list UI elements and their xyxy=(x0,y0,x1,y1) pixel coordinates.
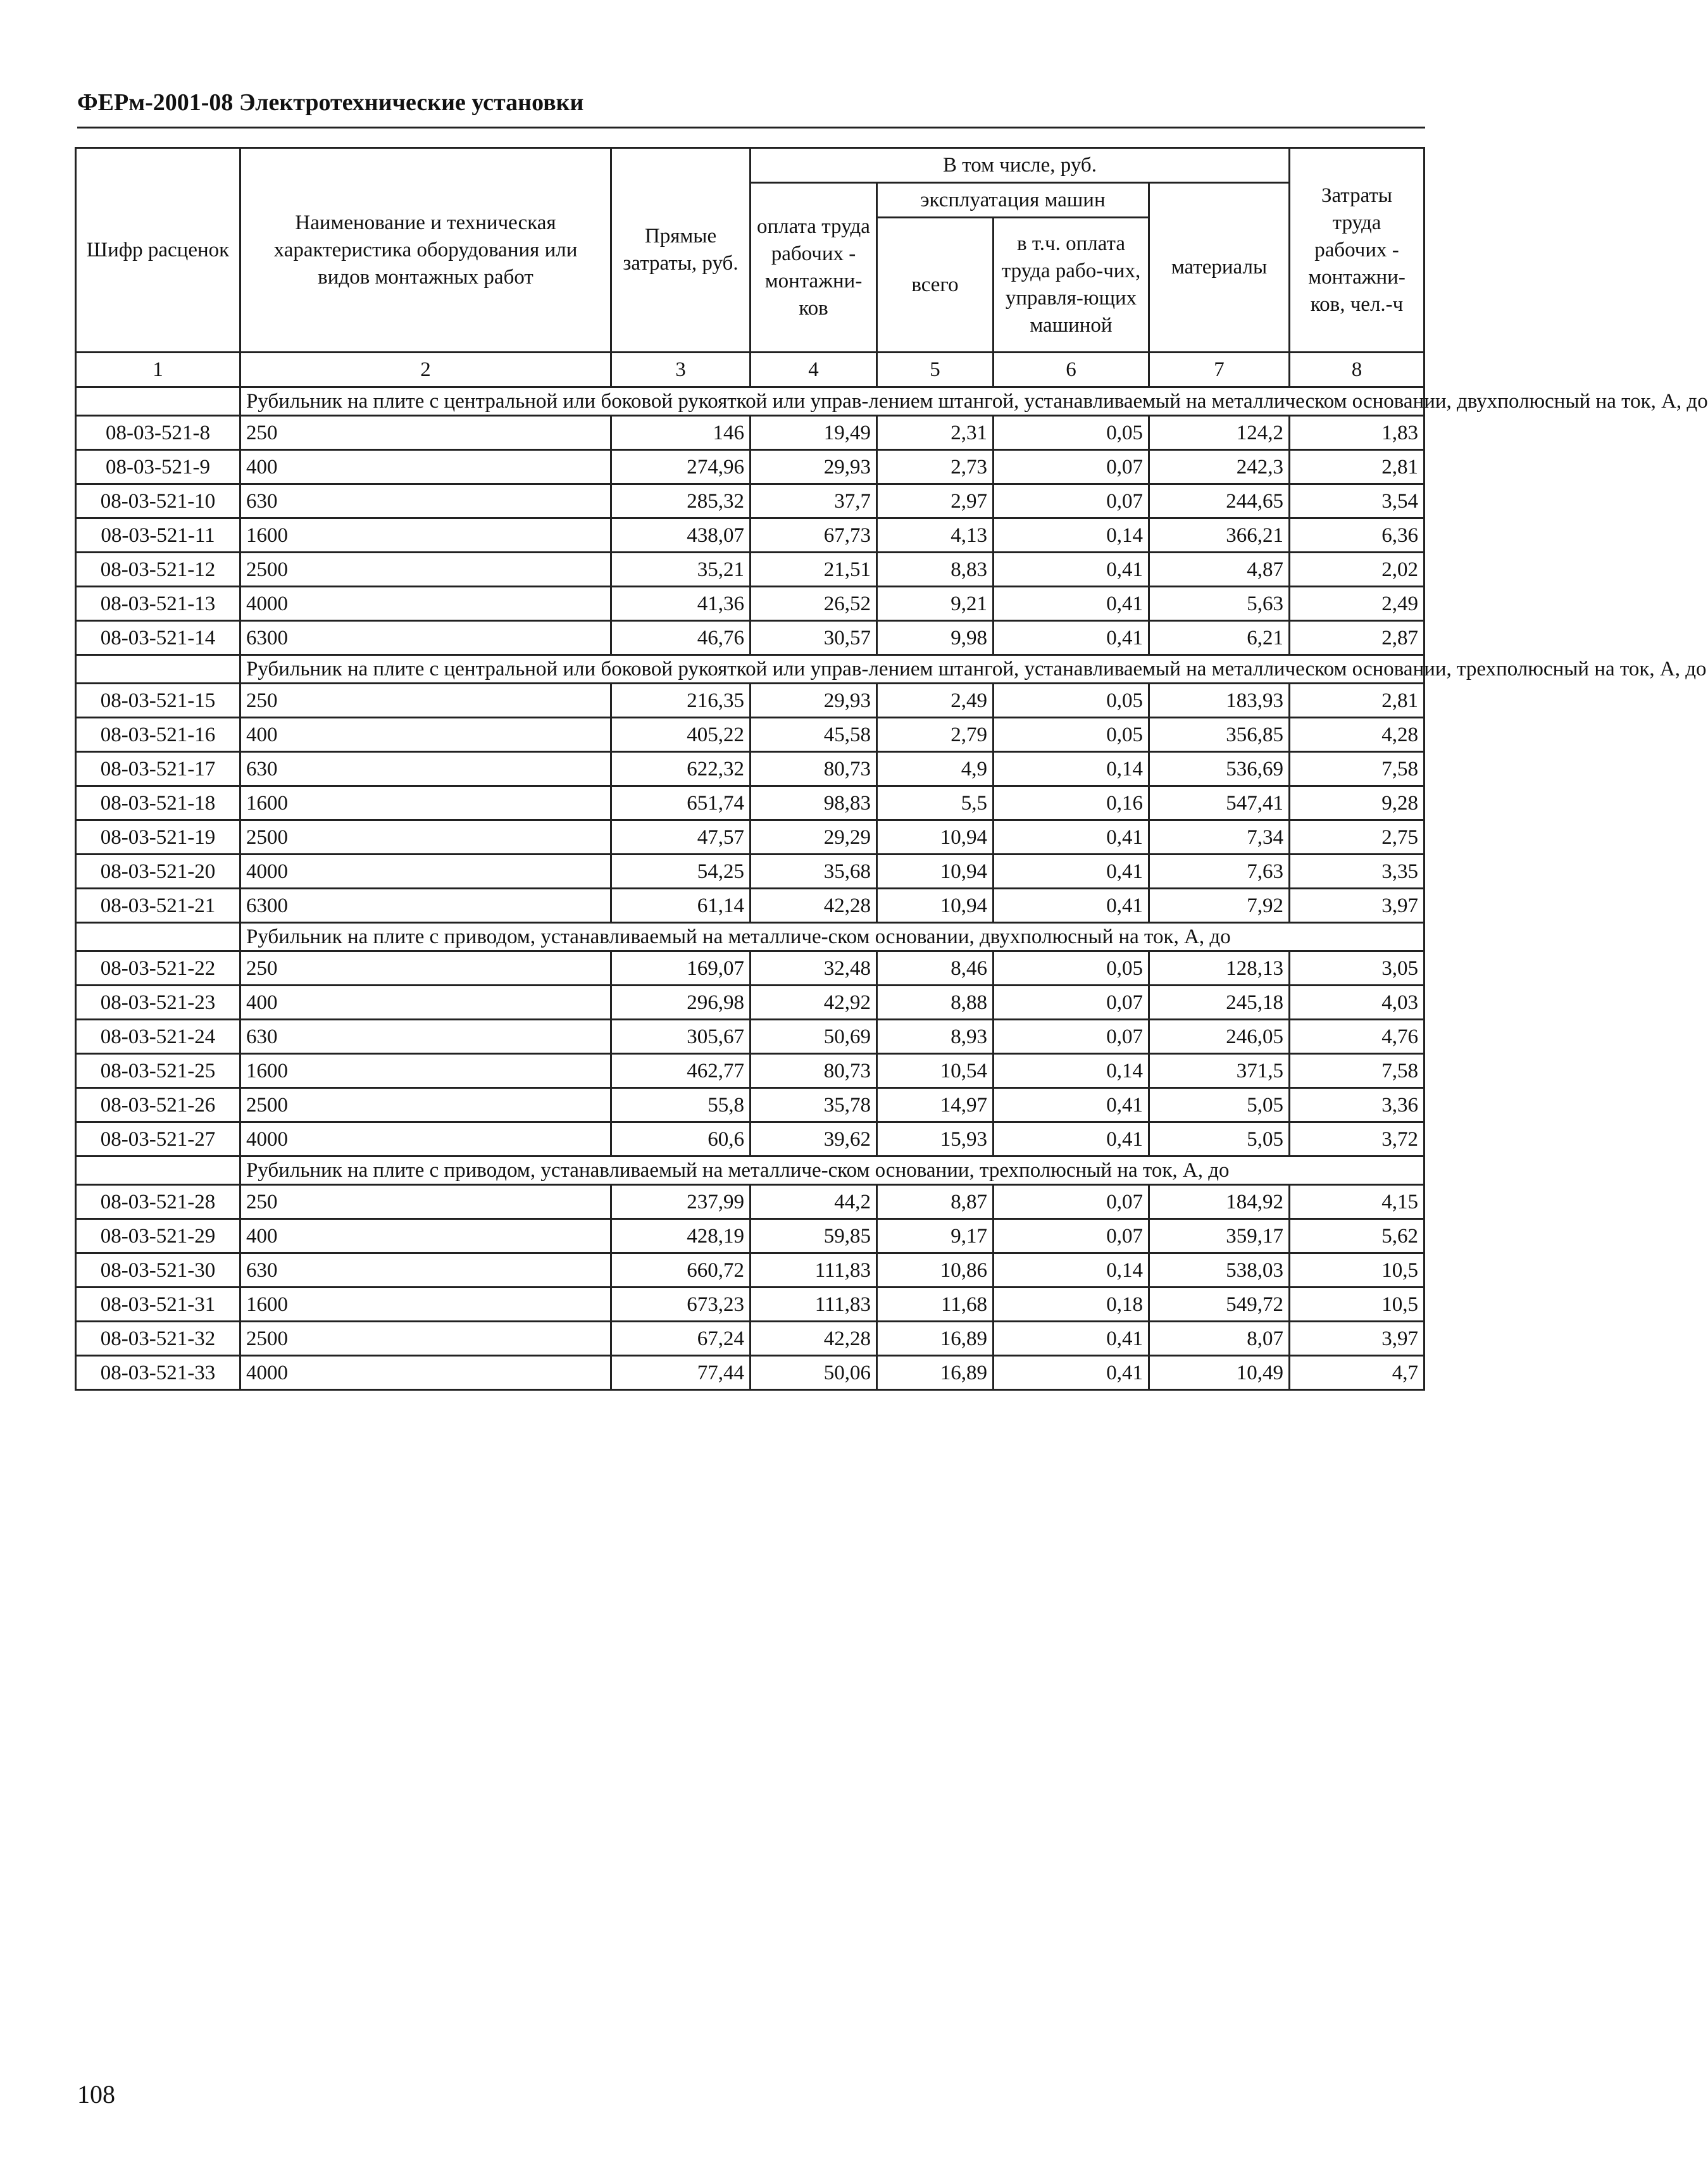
direct-costs-cell: 46,76 xyxy=(611,621,751,655)
materials-cell: 538,03 xyxy=(1149,1253,1290,1288)
direct-costs-cell: 77,44 xyxy=(611,1356,751,1390)
machines-total-cell: 10,94 xyxy=(877,889,994,923)
header-labor-hours: Затраты труда рабочих - монтажни-ков, чел.-ч xyxy=(1290,148,1424,353)
materials-cell: 7,92 xyxy=(1149,889,1290,923)
direct-costs-cell: 35,21 xyxy=(611,553,751,587)
machines-total-cell: 8,87 xyxy=(877,1185,994,1219)
rate-code-cell: 08-03-521-20 xyxy=(76,855,240,889)
materials-cell: 366,21 xyxy=(1149,518,1290,553)
rated-current-cell: 250 xyxy=(240,951,611,986)
materials-cell: 242,3 xyxy=(1149,450,1290,484)
machines-labor-pay-cell: 0,07 xyxy=(994,450,1149,484)
column-number: 6 xyxy=(994,353,1149,387)
rate-code-cell: 08-03-521-33 xyxy=(76,1356,240,1390)
rate-code-cell: 08-03-521-19 xyxy=(76,820,240,855)
labor-pay-cell: 32,48 xyxy=(751,951,877,986)
machines-labor-pay-cell: 0,14 xyxy=(994,518,1149,553)
materials-cell: 7,34 xyxy=(1149,820,1290,855)
machines-total-cell: 8,83 xyxy=(877,553,994,587)
group-title: Рубильник на плите с центральной или боковой рукояткой или управ-лением штангой, устанавливаемый на металлическом основании, трехполюсный на ток, А, до xyxy=(240,655,611,684)
column-number-row xyxy=(76,353,1424,387)
direct-costs-cell: 651,74 xyxy=(611,786,751,820)
direct-costs-cell: 405,22 xyxy=(611,718,751,752)
machines-total-cell: 9,17 xyxy=(877,1219,994,1253)
machines-total-cell: 2,97 xyxy=(877,484,994,518)
rate-code-cell: 08-03-521-23 xyxy=(76,986,240,1020)
group-row xyxy=(76,1156,1424,1185)
labor-pay-cell: 37,7 xyxy=(751,484,877,518)
labor-hours-cell: 2,81 xyxy=(1290,450,1424,484)
machines-labor-pay-cell: 0,07 xyxy=(994,484,1149,518)
machines-total-cell: 10,94 xyxy=(877,820,994,855)
table-row xyxy=(76,450,1424,484)
labor-hours-cell: 2,87 xyxy=(1290,621,1424,655)
group-row xyxy=(76,923,1424,951)
labor-hours-cell: 2,75 xyxy=(1290,820,1424,855)
labor-hours-cell: 4,03 xyxy=(1290,986,1424,1020)
header-direct-costs: Прямые затраты, руб. xyxy=(611,148,751,353)
table-row xyxy=(76,684,1424,718)
rate-code-cell: 08-03-521-12 xyxy=(76,553,240,587)
rated-current-cell: 630 xyxy=(240,1253,611,1288)
machines-labor-pay-cell: 0,05 xyxy=(994,684,1149,718)
rated-current-cell: 1600 xyxy=(240,518,611,553)
group-title: Рубильник на плите с приводом, устанавливаемый на металличе-ском основании, двухполюсный на ток, А, до xyxy=(240,923,611,951)
materials-cell: 128,13 xyxy=(1149,951,1290,986)
rate-code-cell: 08-03-521-29 xyxy=(76,1219,240,1253)
rate-code-cell: 08-03-521-27 xyxy=(76,1122,240,1156)
machines-total-cell: 5,5 xyxy=(877,786,994,820)
labor-pay-cell: 42,28 xyxy=(751,1322,877,1356)
group-row xyxy=(76,387,1424,416)
materials-cell: 4,87 xyxy=(1149,553,1290,587)
table-row xyxy=(76,1185,1424,1219)
machines-labor-pay-cell: 0,07 xyxy=(994,1185,1149,1219)
labor-pay-cell: 44,2 xyxy=(751,1185,877,1219)
materials-cell: 536,69 xyxy=(1149,752,1290,786)
table-row xyxy=(76,786,1424,820)
machines-labor-pay-cell: 0,07 xyxy=(994,986,1149,1020)
machines-total-cell: 10,54 xyxy=(877,1054,994,1088)
table-row xyxy=(76,1288,1424,1322)
table-row xyxy=(76,889,1424,923)
direct-costs-cell: 146 xyxy=(611,416,751,450)
direct-costs-cell: 237,99 xyxy=(611,1185,751,1219)
labor-pay-cell: 67,73 xyxy=(751,518,877,553)
machines-total-cell: 2,79 xyxy=(877,718,994,752)
labor-pay-cell: 45,58 xyxy=(751,718,877,752)
rated-current-cell: 2500 xyxy=(240,1322,611,1356)
header-including: В том числе, руб. xyxy=(751,148,1290,183)
labor-hours-cell: 3,54 xyxy=(1290,484,1424,518)
labor-hours-cell: 3,36 xyxy=(1290,1088,1424,1122)
rated-current-cell: 630 xyxy=(240,484,611,518)
labor-hours-cell: 9,28 xyxy=(1290,786,1424,820)
table-row xyxy=(76,416,1424,450)
labor-hours-cell: 3,97 xyxy=(1290,889,1424,923)
header-machines: эксплуатация машин xyxy=(877,183,1149,218)
direct-costs-cell: 274,96 xyxy=(611,450,751,484)
rated-current-cell: 250 xyxy=(240,416,611,450)
labor-hours-cell: 4,7 xyxy=(1290,1356,1424,1390)
labor-hours-cell: 10,5 xyxy=(1290,1288,1424,1322)
labor-pay-cell: 35,68 xyxy=(751,855,877,889)
table-row xyxy=(76,951,1424,986)
table-row xyxy=(76,1356,1424,1390)
labor-hours-cell: 4,76 xyxy=(1290,1020,1424,1054)
machines-labor-pay-cell: 0,07 xyxy=(994,1020,1149,1054)
materials-cell: 356,85 xyxy=(1149,718,1290,752)
labor-hours-cell: 1,83 xyxy=(1290,416,1424,450)
table-row xyxy=(76,718,1424,752)
labor-hours-cell: 4,15 xyxy=(1290,1185,1424,1219)
machines-labor-pay-cell: 0,41 xyxy=(994,820,1149,855)
rated-current-cell: 4000 xyxy=(240,1122,611,1156)
table-row xyxy=(76,1219,1424,1253)
page-number: 108 xyxy=(77,2080,115,2108)
machines-total-cell: 2,49 xyxy=(877,684,994,718)
labor-hours-cell: 10,5 xyxy=(1290,1253,1424,1288)
rate-code-cell: 08-03-521-32 xyxy=(76,1322,240,1356)
labor-pay-cell: 19,49 xyxy=(751,416,877,450)
labor-pay-cell: 42,92 xyxy=(751,986,877,1020)
rated-current-cell: 400 xyxy=(240,450,611,484)
direct-costs-cell: 41,36 xyxy=(611,587,751,621)
direct-costs-cell: 305,67 xyxy=(611,1020,751,1054)
header-labor-pay: оплата труда рабочих - монтажни-ков xyxy=(751,183,877,353)
machines-labor-pay-cell: 0,41 xyxy=(994,587,1149,621)
labor-hours-cell: 5,62 xyxy=(1290,1219,1424,1253)
machines-total-cell: 10,94 xyxy=(877,855,994,889)
materials-cell: 359,17 xyxy=(1149,1219,1290,1253)
price-table xyxy=(75,147,1708,1391)
rated-current-cell: 400 xyxy=(240,986,611,1020)
header-machines-labor: в т.ч. оплата труда рабо-чих, управля-ющих машиной xyxy=(994,218,1149,353)
rate-code-cell: 08-03-521-28 xyxy=(76,1185,240,1219)
rate-code-cell: 08-03-521-22 xyxy=(76,951,240,986)
machines-labor-pay-cell: 0,41 xyxy=(994,889,1149,923)
machines-total-cell: 8,88 xyxy=(877,986,994,1020)
table-row xyxy=(76,587,1424,621)
column-number: 2 xyxy=(240,353,611,387)
table-row xyxy=(76,621,1424,655)
machines-total-cell: 15,93 xyxy=(877,1122,994,1156)
rated-current-cell: 630 xyxy=(240,1020,611,1054)
machines-total-cell: 4,9 xyxy=(877,752,994,786)
rated-current-cell: 1600 xyxy=(240,1054,611,1088)
labor-pay-cell: 111,83 xyxy=(751,1253,877,1288)
group-row xyxy=(76,655,1424,684)
rate-code-cell: 08-03-521-8 xyxy=(76,416,240,450)
machines-labor-pay-cell: 0,14 xyxy=(994,752,1149,786)
materials-cell: 244,65 xyxy=(1149,484,1290,518)
rated-current-cell: 1600 xyxy=(240,786,611,820)
header-name: Наименование и техническая характеристика оборудования или видов монтажных работ xyxy=(240,148,611,353)
machines-labor-pay-cell: 0,41 xyxy=(994,1322,1149,1356)
materials-cell: 245,18 xyxy=(1149,986,1290,1020)
direct-costs-cell: 60,6 xyxy=(611,1122,751,1156)
machines-total-cell: 10,86 xyxy=(877,1253,994,1288)
direct-costs-cell: 622,32 xyxy=(611,752,751,786)
column-number: 8 xyxy=(1290,353,1424,387)
materials-cell: 5,05 xyxy=(1149,1088,1290,1122)
machines-labor-pay-cell: 0,07 xyxy=(994,1219,1149,1253)
materials-cell: 549,72 xyxy=(1149,1288,1290,1322)
rated-current-cell: 2500 xyxy=(240,1088,611,1122)
rate-code-cell: 08-03-521-14 xyxy=(76,621,240,655)
rated-current-cell: 4000 xyxy=(240,587,611,621)
labor-pay-cell: 29,93 xyxy=(751,684,877,718)
rated-current-cell: 2500 xyxy=(240,820,611,855)
rate-code-cell: 08-03-521-10 xyxy=(76,484,240,518)
machines-labor-pay-cell: 0,41 xyxy=(994,553,1149,587)
machines-total-cell: 14,97 xyxy=(877,1088,994,1122)
rate-code-cell: 08-03-521-11 xyxy=(76,518,240,553)
machines-labor-pay-cell: 0,18 xyxy=(994,1288,1149,1322)
machines-labor-pay-cell: 0,05 xyxy=(994,416,1149,450)
materials-cell: 124,2 xyxy=(1149,416,1290,450)
machines-total-cell: 9,98 xyxy=(877,621,994,655)
table-body xyxy=(76,387,1708,1390)
direct-costs-cell: 67,24 xyxy=(611,1322,751,1356)
direct-costs-cell: 61,14 xyxy=(611,889,751,923)
labor-hours-cell: 3,05 xyxy=(1290,951,1424,986)
machines-labor-pay-cell: 0,41 xyxy=(994,1122,1149,1156)
labor-hours-cell: 7,58 xyxy=(1290,752,1424,786)
rated-current-cell: 400 xyxy=(240,1219,611,1253)
page-title: ФЕРм-2001-08 Электротехнические установки xyxy=(77,89,584,116)
labor-pay-cell: 21,51 xyxy=(751,553,877,587)
materials-cell: 371,5 xyxy=(1149,1054,1290,1088)
labor-pay-cell: 59,85 xyxy=(751,1219,877,1253)
column-number: 4 xyxy=(751,353,877,387)
rated-current-cell: 6300 xyxy=(240,621,611,655)
rate-code-cell: 08-03-521-18 xyxy=(76,786,240,820)
labor-hours-cell: 7,58 xyxy=(1290,1054,1424,1088)
labor-pay-cell: 50,69 xyxy=(751,1020,877,1054)
rated-current-cell: 630 xyxy=(240,752,611,786)
table-row xyxy=(76,518,1424,553)
machines-labor-pay-cell: 0,41 xyxy=(994,621,1149,655)
materials-cell: 10,49 xyxy=(1149,1356,1290,1390)
machines-total-cell: 16,89 xyxy=(877,1356,994,1390)
rated-current-cell: 250 xyxy=(240,684,611,718)
direct-costs-cell: 47,57 xyxy=(611,820,751,855)
group-code-cell xyxy=(76,655,240,684)
table-row xyxy=(76,553,1424,587)
machines-total-cell: 9,21 xyxy=(877,587,994,621)
table-row xyxy=(76,1322,1424,1356)
labor-hours-cell: 4,28 xyxy=(1290,718,1424,752)
labor-hours-cell: 6,36 xyxy=(1290,518,1424,553)
materials-cell: 7,63 xyxy=(1149,855,1290,889)
materials-cell: 8,07 xyxy=(1149,1322,1290,1356)
header-machines-total: всего xyxy=(877,218,994,353)
materials-cell: 6,21 xyxy=(1149,621,1290,655)
table-row xyxy=(76,1088,1424,1122)
labor-pay-cell: 98,83 xyxy=(751,786,877,820)
group-code-cell xyxy=(76,387,240,416)
rate-code-cell: 08-03-521-25 xyxy=(76,1054,240,1088)
labor-pay-cell: 35,78 xyxy=(751,1088,877,1122)
header-code: Шифр расценок xyxy=(76,148,240,353)
direct-costs-cell: 55,8 xyxy=(611,1088,751,1122)
labor-hours-cell: 3,35 xyxy=(1290,855,1424,889)
direct-costs-cell: 285,32 xyxy=(611,484,751,518)
direct-costs-cell: 673,23 xyxy=(611,1288,751,1322)
machines-labor-pay-cell: 0,05 xyxy=(994,718,1149,752)
labor-pay-cell: 50,06 xyxy=(751,1356,877,1390)
rate-code-cell: 08-03-521-26 xyxy=(76,1088,240,1122)
machines-total-cell: 4,13 xyxy=(877,518,994,553)
table-row xyxy=(76,855,1424,889)
rated-current-cell: 250 xyxy=(240,1185,611,1219)
rated-current-cell: 6300 xyxy=(240,889,611,923)
table-row xyxy=(76,752,1424,786)
machines-total-cell: 8,46 xyxy=(877,951,994,986)
direct-costs-cell: 428,19 xyxy=(611,1219,751,1253)
materials-cell: 246,05 xyxy=(1149,1020,1290,1054)
table-row xyxy=(76,820,1424,855)
labor-hours-cell: 2,81 xyxy=(1290,684,1424,718)
machines-labor-pay-cell: 0,16 xyxy=(994,786,1149,820)
machines-labor-pay-cell: 0,41 xyxy=(994,1356,1149,1390)
materials-cell: 5,05 xyxy=(1149,1122,1290,1156)
rated-current-cell: 2500 xyxy=(240,553,611,587)
labor-pay-cell: 39,62 xyxy=(751,1122,877,1156)
column-number: 7 xyxy=(1149,353,1290,387)
machines-labor-pay-cell: 0,41 xyxy=(994,855,1149,889)
table-row xyxy=(76,1054,1424,1088)
direct-costs-cell: 462,77 xyxy=(611,1054,751,1088)
group-title: Рубильник на плите с центральной или боковой рукояткой или управ-лением штангой, устанавливаемый на металлическом основании, двухполюсный на ток, А, до xyxy=(240,387,611,416)
page-header xyxy=(77,89,1425,128)
rated-current-cell: 4000 xyxy=(240,1356,611,1390)
rate-code-cell: 08-03-521-15 xyxy=(76,684,240,718)
group-title: Рубильник на плите с приводом, устанавливаемый на металличе-ском основании, трехполюсный на ток, А, до xyxy=(240,1156,611,1185)
labor-pay-cell: 80,73 xyxy=(751,1054,877,1088)
table-row xyxy=(76,1253,1424,1288)
labor-hours-cell: 2,49 xyxy=(1290,587,1424,621)
rated-current-cell: 1600 xyxy=(240,1288,611,1322)
materials-cell: 5,63 xyxy=(1149,587,1290,621)
column-number: 3 xyxy=(611,353,751,387)
machines-total-cell: 16,89 xyxy=(877,1322,994,1356)
labor-pay-cell: 42,28 xyxy=(751,889,877,923)
machines-labor-pay-cell: 0,05 xyxy=(994,951,1149,986)
machines-total-cell: 11,68 xyxy=(877,1288,994,1322)
direct-costs-cell: 216,35 xyxy=(611,684,751,718)
labor-pay-cell: 30,57 xyxy=(751,621,877,655)
rate-code-cell: 08-03-521-13 xyxy=(76,587,240,621)
rated-current-cell: 4000 xyxy=(240,855,611,889)
group-code-cell xyxy=(76,1156,240,1185)
labor-pay-cell: 29,93 xyxy=(751,450,877,484)
labor-hours-cell: 3,72 xyxy=(1290,1122,1424,1156)
labor-pay-cell: 29,29 xyxy=(751,820,877,855)
direct-costs-cell: 438,07 xyxy=(611,518,751,553)
machines-total-cell: 2,31 xyxy=(877,416,994,450)
header-materials: материалы xyxy=(1149,183,1290,353)
direct-costs-cell: 296,98 xyxy=(611,986,751,1020)
table-header xyxy=(76,148,1424,387)
rate-code-cell: 08-03-521-16 xyxy=(76,718,240,752)
table-row xyxy=(76,484,1424,518)
machines-total-cell: 2,73 xyxy=(877,450,994,484)
machines-total-cell: 8,93 xyxy=(877,1020,994,1054)
rate-code-cell: 08-03-521-30 xyxy=(76,1253,240,1288)
table-row xyxy=(76,1122,1424,1156)
labor-pay-cell: 26,52 xyxy=(751,587,877,621)
column-number: 5 xyxy=(877,353,994,387)
rate-code-cell: 08-03-521-31 xyxy=(76,1288,240,1322)
rate-code-cell: 08-03-521-24 xyxy=(76,1020,240,1054)
materials-cell: 183,93 xyxy=(1149,684,1290,718)
table-row xyxy=(76,986,1424,1020)
materials-cell: 184,92 xyxy=(1149,1185,1290,1219)
machines-labor-pay-cell: 0,41 xyxy=(994,1088,1149,1122)
direct-costs-cell: 54,25 xyxy=(611,855,751,889)
direct-costs-cell: 660,72 xyxy=(611,1253,751,1288)
labor-pay-cell: 111,83 xyxy=(751,1288,877,1322)
labor-hours-cell: 2,02 xyxy=(1290,553,1424,587)
direct-costs-cell: 169,07 xyxy=(611,951,751,986)
materials-cell: 547,41 xyxy=(1149,786,1290,820)
table-row xyxy=(76,1020,1424,1054)
labor-hours-cell: 3,97 xyxy=(1290,1322,1424,1356)
rate-code-cell: 08-03-521-9 xyxy=(76,450,240,484)
labor-pay-cell: 80,73 xyxy=(751,752,877,786)
rated-current-cell: 400 xyxy=(240,718,611,752)
rate-code-cell: 08-03-521-17 xyxy=(76,752,240,786)
column-number: 1 xyxy=(76,353,240,387)
machines-labor-pay-cell: 0,14 xyxy=(994,1253,1149,1288)
rate-code-cell: 08-03-521-21 xyxy=(76,889,240,923)
group-code-cell xyxy=(76,923,240,951)
machines-labor-pay-cell: 0,14 xyxy=(994,1054,1149,1088)
